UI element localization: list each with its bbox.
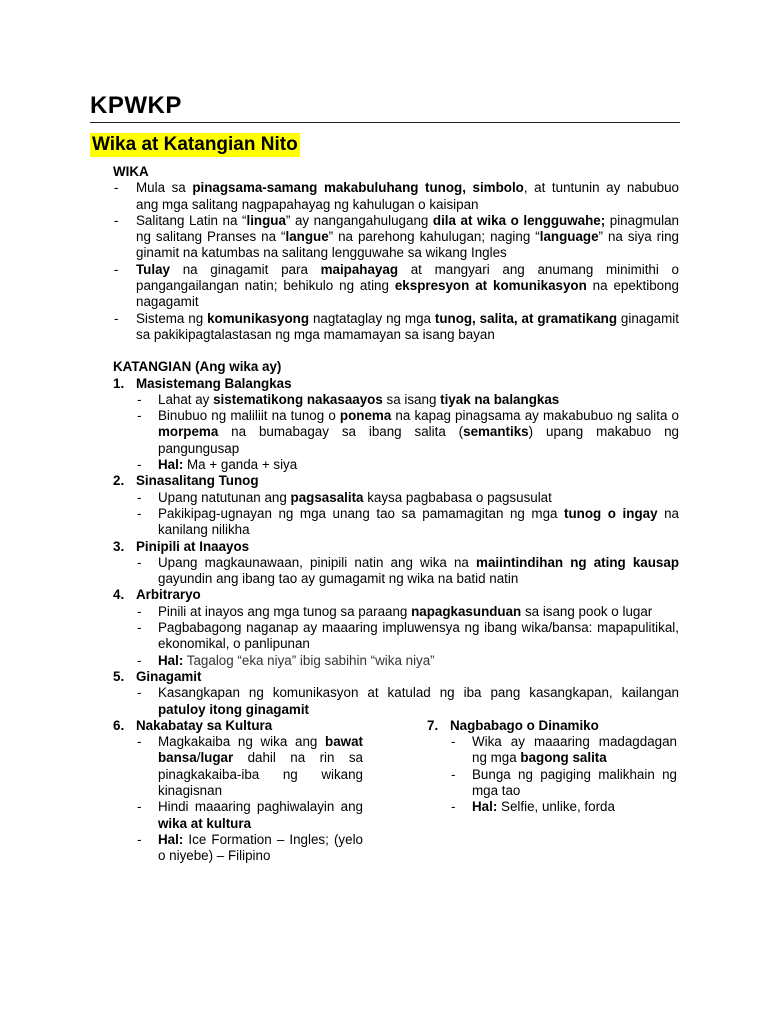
item-number: 5.: [113, 668, 125, 684]
text: Hindi maaaring paghiwalayin ang: [158, 799, 363, 815]
text: pinagmulan ng salitang Pranses na “: [136, 212, 679, 245]
numbered-heading-3: [113, 539, 679, 555]
item3-bullet-1: [136, 555, 679, 588]
item-number: 6.: [113, 717, 125, 733]
text: gayundin ang ibang tao ay gumagamit ng wika na batid natin: [158, 571, 519, 587]
item7-bullet-1: [450, 734, 677, 767]
section-heading-katangian: KATANGIAN (Ang wika ay): [113, 359, 282, 375]
bold-text: sistematikong nakasaayos: [213, 391, 383, 407]
document-body: [113, 164, 679, 864]
text: Salitang Latin na “: [136, 212, 247, 228]
item-title: Ginagamit: [136, 668, 202, 684]
wika-bullet-2: [113, 213, 679, 262]
item1-bullet-2: [136, 408, 679, 457]
text: nagtataglay ng mga: [309, 310, 435, 326]
text: ” na siya ring ginamit na katumbas na salitang lengguwahe sa wikang Ingles: [136, 229, 679, 261]
bold-text: langue: [285, 229, 329, 245]
item3-bullets: [113, 555, 679, 588]
item2-bullet-1: [136, 490, 679, 506]
column-left: [113, 718, 363, 865]
text: ” na parehong kahulugan; naging “: [328, 229, 540, 245]
text: Ice Formation – Ingles; (yelo o niyebe) – Filipino: [158, 831, 363, 864]
item7-bullet-3: [450, 799, 677, 815]
item4-bullet-2: [136, 620, 679, 653]
bold-text: ponema: [339, 408, 392, 424]
bold-text: napagkasunduan: [411, 603, 522, 619]
text: na epektibong nagagamit: [136, 278, 680, 310]
item-number: 7.: [427, 717, 439, 733]
text: Tagalog “eka niya” ibig sabihin “wika niya”: [183, 652, 435, 668]
text: Binubuo ng maliliit na tunog o: [158, 408, 340, 424]
text: Upang natutunan ang: [158, 489, 291, 505]
numbered-heading-6: [113, 718, 363, 734]
text: at mangyari ang anumang minimithi o pangangailangan natin; behikulo ng ating: [136, 261, 680, 294]
wika-bullet-4: [113, 311, 679, 344]
text: , at tuntunin ay nabubuo ang mga salitang nagpapahayag ng kahulugan o kaisipan: [136, 180, 679, 212]
item4-bullet-3: [136, 653, 679, 669]
text: Pagbabagong naganap ay maaaring impluwensya ng ibang wika/bansa: mapapulitikal, ekonomikal, o panlipunan: [158, 620, 679, 652]
text: ) upang makabuo ng pangungusap: [158, 424, 679, 456]
text: Pinili at inayos ang mga tunog sa paraang: [158, 603, 412, 619]
bold-text: lugar: [200, 750, 234, 766]
bold-text: patuloy itong ginagamit: [158, 701, 310, 717]
text: /: [196, 750, 201, 766]
bold-text: dila at wika o lengguwahe;: [432, 212, 606, 228]
column-right: [427, 718, 677, 865]
item2-bullet-2: [136, 506, 679, 539]
bold-text: tiyak na balangkas: [440, 391, 560, 407]
text: Pakikipag-ugnayan ng mga unang tao sa pamamagitan ng mga: [158, 505, 565, 521]
text: Wika ay maaaring madagdagan ng mga: [472, 734, 677, 766]
text: Ma + ganda + siya: [183, 457, 298, 473]
bold-text: bawat bansa: [158, 734, 363, 766]
item-title: Pinipili at Inaayos: [136, 538, 250, 554]
text: na bumabagay sa ibang salita (: [218, 424, 464, 440]
bold-text: pinagsama-samang makabuluhang tunog, simbolo: [192, 180, 524, 196]
bold-text: maiintindihan ng ating kausap: [476, 554, 679, 570]
item4-bullet-1: [136, 604, 679, 620]
item-title: Arbitraryo: [136, 587, 201, 603]
bold-text: Hal:: [472, 799, 498, 815]
item5-bullet-1: [136, 685, 679, 718]
item6-bullet-1: [136, 734, 363, 799]
bold-text: ekspresyon at komunikasyon: [394, 278, 587, 294]
bold-text: tunog o ingay: [564, 505, 658, 521]
bold-text: semantiks: [463, 424, 529, 440]
item6-bullets: [113, 734, 363, 864]
bold-text: Hal:: [158, 457, 184, 473]
text: Magkakaiba ng wika ang: [158, 734, 326, 750]
bold-text: morpema: [158, 424, 219, 440]
spacer: [113, 343, 679, 359]
bold-text: komunikasyong: [207, 310, 310, 326]
text: ” ay nangangahulugang: [285, 212, 433, 228]
item-title: Masistemang Balangkas: [136, 375, 292, 391]
item7-bullets: [427, 734, 677, 815]
item2-bullets: [113, 490, 679, 539]
bold-text: language: [539, 229, 599, 245]
numbered-heading-7: [427, 718, 677, 734]
text: ginagamit sa pakikipagtalastasan ng mga mamamayan sa isang bayan: [136, 310, 679, 342]
bold-text: wika at kultura: [158, 815, 252, 831]
item6-bullet-3: [136, 832, 363, 865]
item1-bullet-3: [136, 457, 679, 473]
text: Bunga ng pagiging malikhain ng mga tao: [472, 766, 677, 798]
text: sa isang pook o lugar: [521, 603, 653, 619]
section-heading-wika: WIKA: [113, 164, 149, 179]
item-title: Nakabatay sa Kultura: [136, 717, 273, 733]
bold-text: pagsasalita: [290, 489, 364, 505]
item7-bullet-2: [450, 767, 677, 800]
text: Lahat ay: [158, 391, 214, 407]
item1-bullet-1: [136, 392, 679, 408]
numbered-heading-4: [113, 587, 679, 603]
text: na kapag pinagsama ay makabubuo ng salita o: [391, 408, 679, 424]
wika-bullet-1: [113, 180, 679, 213]
text: Selfie, unlike, forda: [497, 799, 615, 815]
document-title: KPWKP: [90, 92, 182, 119]
text: na kanilang nilikha: [158, 505, 679, 538]
text: na ginagamit para: [169, 261, 321, 277]
bold-text: Hal:: [158, 831, 184, 847]
wika-bullet-3: [113, 262, 679, 311]
two-column-section: [113, 718, 679, 865]
text: kaysa pagbabasa o pagsusulat: [363, 489, 552, 505]
bold-text: lingua: [246, 212, 286, 228]
item5-bullets: [113, 685, 679, 718]
numbered-heading-1: [113, 376, 679, 392]
text: dahil na rin sa pinagkakaiba-iba ng wikang kinagisnan: [158, 750, 363, 798]
text: Kasangkapan ng komunikasyon at katulad ng iba pang kasangkapan, kailangan: [158, 685, 679, 701]
item1-bullets: [113, 392, 679, 473]
item-number: 4.: [113, 587, 125, 603]
text: Sistema ng: [136, 310, 208, 326]
item-number: 1.: [113, 375, 125, 391]
title-divider: [90, 122, 680, 123]
bold-text: tunog, salita, at gramatikang: [434, 310, 617, 326]
bold-text: Tulay: [136, 261, 170, 277]
bold-text: bagong salita: [520, 750, 607, 766]
numbered-heading-5: [113, 669, 679, 685]
item-number: 2.: [113, 473, 125, 489]
text: Mula sa: [136, 180, 193, 196]
text: Upang magkaunawaan, pinipili natin ang wika na: [158, 554, 477, 570]
bold-text: maipahayag: [320, 261, 399, 277]
highlighted-subtitle: Wika at Katangian Nito: [92, 134, 298, 155]
item-number: 3.: [113, 538, 125, 554]
item4-bullets: [113, 604, 679, 669]
item6-bullet-2: [136, 799, 363, 832]
item-title: Sinasalitang Tunog: [136, 473, 259, 489]
bold-text: Hal:: [158, 652, 184, 668]
text: sa isang: [382, 391, 441, 407]
item-title: Nagbabago o Dinamiko: [450, 717, 599, 733]
numbered-heading-2: [113, 473, 679, 489]
